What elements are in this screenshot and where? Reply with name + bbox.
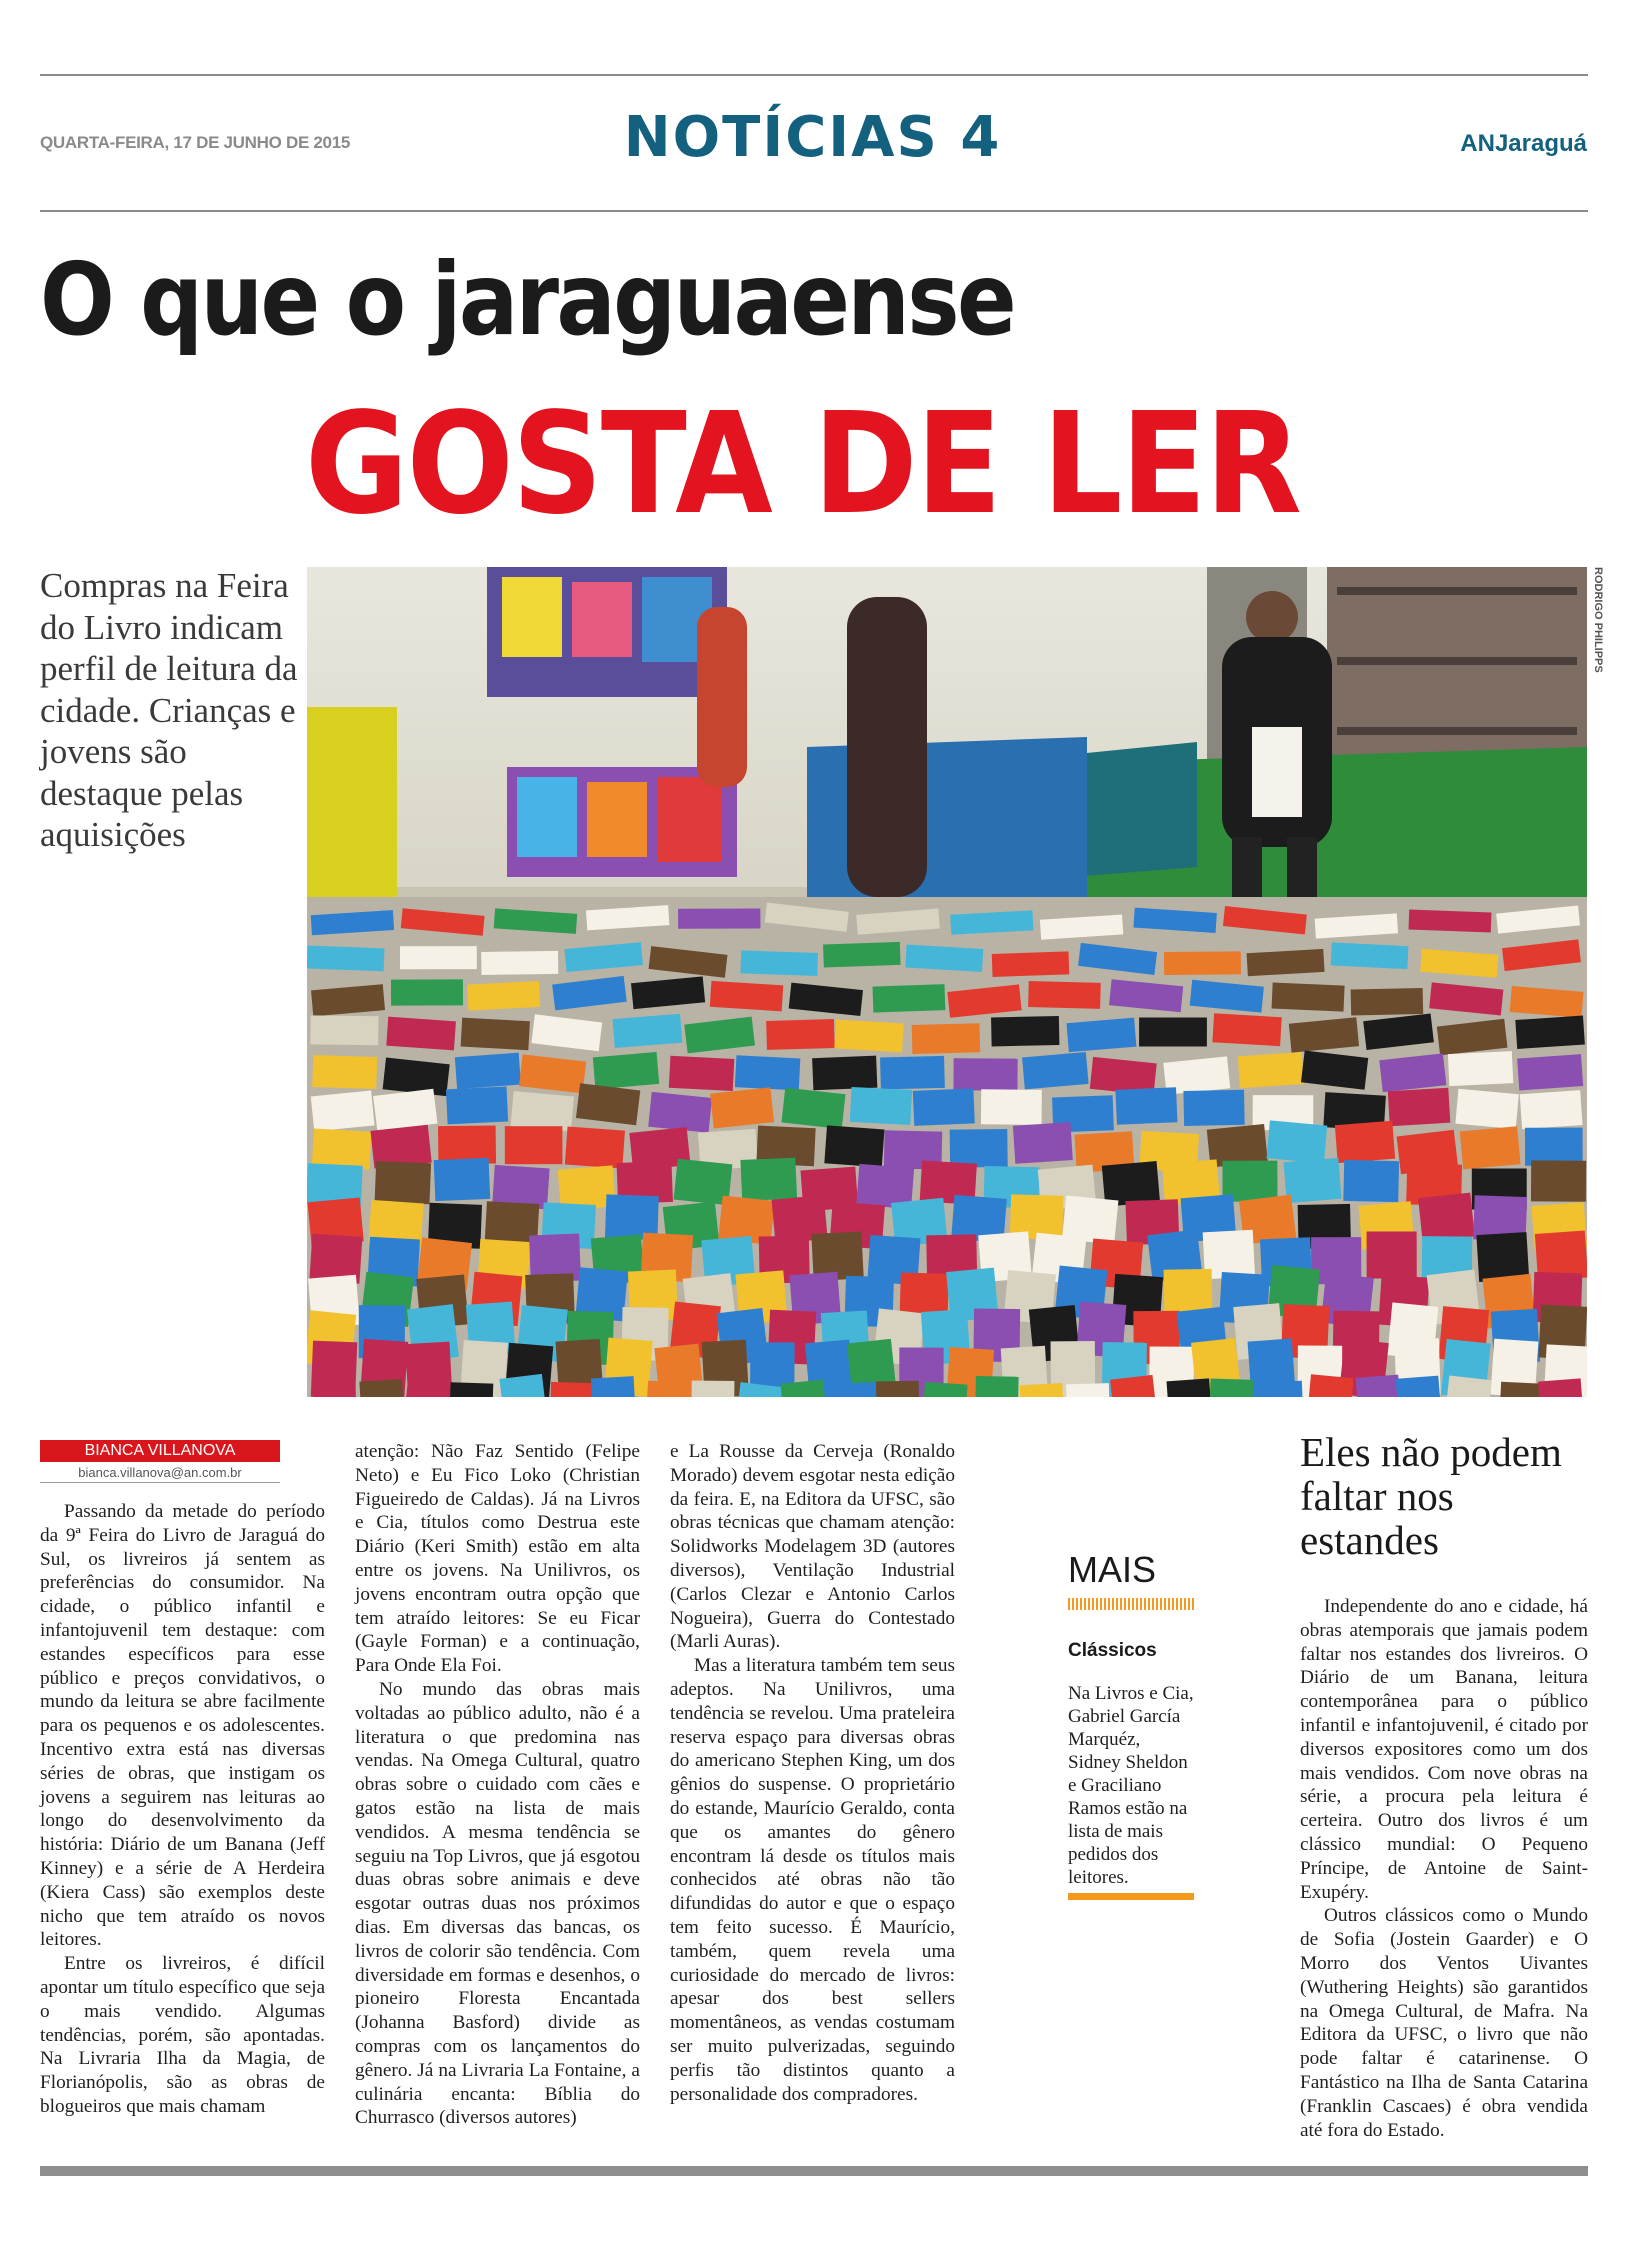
book-cover <box>375 1161 432 1204</box>
book-cover <box>386 1017 456 1051</box>
book-cover <box>511 1091 575 1131</box>
book-cover <box>740 950 818 976</box>
book-cover <box>1209 1378 1254 1397</box>
book-cover <box>812 1056 877 1091</box>
article-paragraph: No mundo das obras mais voltadas ao público adulto, não é a literatura o que predomina nas vendas. Na Omega Cultural, quatro obras sobre o cuidado com cães e gatos estão na lista de mais vendidos. A mesma tendência se seguiu na Top Livros, que já esgotou duas obras sobre animais e deve esgotar outras duas nos próximos dias. Em diversas das bancas, os livros de colorir são tendência. Com diversidade em formas e desenhos, o pioneiro Floresta Encantada (Johanna Basford) divide as compras com os lançamentos do gênero. Já na Livraria La Fontaine, a culinária encanta: Bíblia do Churrasco (diversos autores) <box>355 1678 640 2129</box>
book-cover <box>1306 1374 1354 1397</box>
mais-heading: Clássicos <box>1068 1640 1157 1661</box>
subheadline-deck: Compras na Feira do Livro indicam perfil de leitura da cidade. Crianças e jovens são destaque pelas aquisições <box>40 566 298 854</box>
book-cover <box>1335 1121 1395 1163</box>
book-cover <box>1259 1381 1304 1397</box>
book-cover <box>1356 1375 1403 1397</box>
book-cover <box>1388 1088 1451 1127</box>
photo-credit: RODRIGO PHILIPPS <box>1592 567 1604 673</box>
sidebar-title: Eles não podem faltar nos estandes <box>1300 1429 1562 1563</box>
article-paragraph: Mas a literatura também tem seus adeptos. Na Unilivros, uma tendência se revelou. Uma prateleira reserva espaço para diversas obras do americano Stephen King, um dos gênios do suspense. O proprietário do estande, Maurício Geraldo, conta que os amantes do gênero encontram lá desde os títulos mais conhecidos até obras não tão difundidas do autor e que o espaço tem feito sucesso. É Maurício, também, quem revela uma curiosidade do mercado de livros: apesar dos best sellers momentâneos, as vendas costumam ser muito pulverizadas, seguindo perfis tão distintos quanto a personalidade dos compradores. <box>670 1655 955 2105</box>
brand-logo: ANJaraguá <box>1460 130 1587 157</box>
book-cover <box>1476 1232 1529 1282</box>
book-cover <box>824 1125 884 1167</box>
book-cover <box>1351 988 1424 1016</box>
book-cover <box>981 1089 1042 1125</box>
sidebar-column <box>1300 1595 1588 2142</box>
book-cover <box>455 1053 521 1089</box>
book-cover <box>434 1158 491 1201</box>
book-cover <box>1517 1054 1583 1090</box>
book-cover <box>648 1092 712 1133</box>
book-cover <box>1139 1017 1207 1046</box>
book-cover <box>312 1128 372 1169</box>
book-cover <box>1066 1383 1110 1397</box>
book-cover <box>549 1382 594 1397</box>
book-cover <box>391 979 463 1005</box>
book-cover <box>1284 1158 1342 1203</box>
book-cover <box>359 1379 405 1397</box>
book-cover <box>1022 1052 1089 1089</box>
book-cover <box>645 1381 691 1397</box>
top-rule <box>40 74 1588 76</box>
book-cover <box>740 1158 797 1201</box>
book-cover <box>975 1376 1019 1397</box>
book-cover <box>1164 951 1241 975</box>
book-cover <box>313 1375 357 1397</box>
book-cover <box>913 1088 975 1126</box>
book-cover <box>953 1058 1017 1090</box>
byline-name: BIANCA VILLANOVA <box>40 1440 280 1462</box>
mais-box <box>1068 1550 1194 1900</box>
book-cover <box>781 1088 845 1129</box>
book-cover <box>833 1382 879 1397</box>
book-cover <box>950 1129 1008 1168</box>
book-cover <box>1102 1161 1160 1207</box>
book-cover <box>1515 1016 1585 1049</box>
book-cover <box>505 1126 563 1164</box>
book-cover <box>823 942 901 968</box>
book-cover <box>612 1014 682 1048</box>
article-paragraph: e La Rousse da Cerveja (Ronaldo Morado) devem esgotar nesta edição da feira. E, na Editora da UFSC, são obras técnicas que chamam atenção: Solidworks Modelagem 3D (autores diversos), Ventilação Industrial (Carlos Clezar e Antonio Carlos Nogueira), Guerra do Contestado (Marli Auras). <box>670 1441 955 1653</box>
book-cover <box>373 1089 437 1131</box>
book-cover <box>461 1018 530 1051</box>
book-cover <box>311 1091 375 1132</box>
book-cover <box>905 945 983 972</box>
book-cover <box>593 1052 659 1089</box>
book-cover <box>1020 1383 1066 1397</box>
book-cover <box>1066 1018 1136 1052</box>
book-cover <box>467 981 540 1011</box>
mais-bottom-bar <box>1068 1893 1194 1900</box>
section-title: NOTÍCIAS 4 <box>623 105 1002 170</box>
book-cover <box>1396 1376 1443 1397</box>
article-column-1 <box>40 1500 325 2119</box>
book-cover <box>1272 982 1345 1011</box>
book-cover <box>1343 1160 1399 1202</box>
book-cover <box>710 981 783 1011</box>
book-cover <box>1367 1231 1417 1278</box>
book-cover <box>880 1056 945 1090</box>
book-cover <box>449 1382 494 1397</box>
article-paragraph: atenção: Não Faz Sentido (Felipe Neto) e Eu Fico Loko (Christian Figueiredo de Caldas). Já na Livros e Cia, títulos como Destrua este Diário (Keri Smith) estão em alta entre os jovens. Na Unilivros, os jovens encontram outra opção que tem atraído leitores: Se eu Ficar (Gayle Forman) e a continuação, Para Onde Ela Foi. <box>355 1441 640 1677</box>
book-cover <box>1538 1378 1585 1397</box>
headline-line2: GOSTA DE LER <box>305 383 1301 546</box>
book-cover <box>310 1015 378 1045</box>
book-cover <box>1498 1382 1543 1397</box>
book-cover <box>565 1127 625 1169</box>
book-cover <box>669 1056 735 1091</box>
book-cover <box>1409 910 1492 933</box>
book-cover <box>912 1023 981 1054</box>
book-cover <box>992 951 1070 977</box>
book-cover <box>400 946 477 969</box>
book-cover <box>307 946 384 972</box>
sidebar-paragraph: Independente do ano e cidade, há obras atemporais que jamais podem faltar nos estandes dos livreiros. O Diário de um Banana, leitura contemporânea para o público infantil e infantojuvenil, é citado por diversos expositores como um dos mais vendidos. Com nove obras na série, a procura pela leitura é certeira. Outro dos livros é um clássico mundial: O Pequeno Príncipe, de Antoine de Saint-Exupéry. <box>1300 1596 1588 1903</box>
book-cover <box>691 1381 734 1397</box>
book-cover <box>1520 1090 1583 1129</box>
book-cover <box>991 1016 1059 1046</box>
book-cover <box>1167 1378 1214 1397</box>
book-cover <box>1115 1087 1177 1125</box>
book-cover <box>1247 949 1325 976</box>
book-cover <box>876 1381 920 1397</box>
book-cover <box>1531 1160 1586 1201</box>
book-cover <box>481 951 558 975</box>
header-rule <box>40 210 1588 212</box>
book-cover <box>1460 1126 1521 1169</box>
book-cover <box>1331 942 1409 969</box>
book-fair-photo <box>307 567 1587 1397</box>
headline-line1: O que o jaraguaense <box>40 241 1015 358</box>
book-cover <box>312 1055 377 1089</box>
book-cover <box>591 1376 637 1397</box>
book-cover <box>872 984 945 1012</box>
article-column-2 <box>355 1440 640 2130</box>
book-cover <box>735 1055 801 1090</box>
book-cover <box>576 1083 640 1125</box>
article-paragraph: Passando da metade do período da 9ª Feira do Livro de Jaraguá do Sul, os livreiros já sentem as preferências do consumidor. Na cidade, o público infantil e infantojuvenil tem destaque: com estandes específicos para esse público e preços convidativos, o mundo da leitura se abre facilmente para os pequenos e os adolescentes. Incentivo extra está nas diversas séries de obras, que instigam os jovens a seguirem nas leituras ao longo do desenvolvimento da história: Diário de um Banana (Jeff Kinney) e a série de A Herdeira (Kiera Cass) são exemplos deste nicho que tem atraído os novos leitores. <box>40 1501 325 1951</box>
book-cover <box>766 1019 835 1050</box>
book-cover <box>710 1087 774 1128</box>
book-cover <box>1455 1089 1518 1129</box>
article-column-3 <box>670 1440 955 2106</box>
mais-text: Na Livros e Cia, Gabriel García Marquéz, Sidney Sheldon e Graciliano Ramos estão na lista de mais pedidos dos leitores. <box>1068 1683 1194 1888</box>
book-cover <box>1266 1120 1327 1163</box>
book-cover <box>446 1087 508 1125</box>
book-cover <box>834 1019 903 1052</box>
book-cover <box>1183 1090 1244 1126</box>
book-cover <box>678 908 760 928</box>
book-cover <box>850 1087 912 1125</box>
book-cover <box>1418 1193 1475 1242</box>
issue-date: QUARTA-FEIRA, 17 DE JUNHO DE 2015 <box>40 133 351 152</box>
sidebar-paragraph: Outros clássicos como o Mundo de Sofia (Jostein Gaarder) e O Morro dos Ventos Uivantes (Wuthering Heights) são garantidos na Omega Cultural, de Mafra. Na Editora da UFSC, o livro que não pode faltar é catarinense. O Fantástico na Ilha de Santa Catarina (Franklin Cascaes) é obra vendida até fora do Estado. <box>1300 1905 1588 2141</box>
byline-email[interactable]: bianca.villanova@an.com.br <box>40 1465 280 1483</box>
book-cover <box>1013 1122 1073 1164</box>
mais-label: MAIS <box>1068 1549 1157 1590</box>
footer-rule <box>40 2166 1588 2176</box>
mais-divider <box>1068 1598 1194 1610</box>
article-paragraph: Entre os livreiros, é difícil apontar um título específico que seja o mais vendido. Algumas tendências, porém, são apontadas. Na Livraria Ilha da Magia, de Florianópolis, são as obras de blogueiros que mais chamam <box>40 1953 325 2117</box>
book-cover <box>1028 981 1101 1009</box>
book-cover <box>1212 1013 1281 1046</box>
book-cover <box>1238 1052 1304 1088</box>
book-cover <box>1448 1051 1513 1086</box>
book-cover <box>1525 1128 1583 1166</box>
